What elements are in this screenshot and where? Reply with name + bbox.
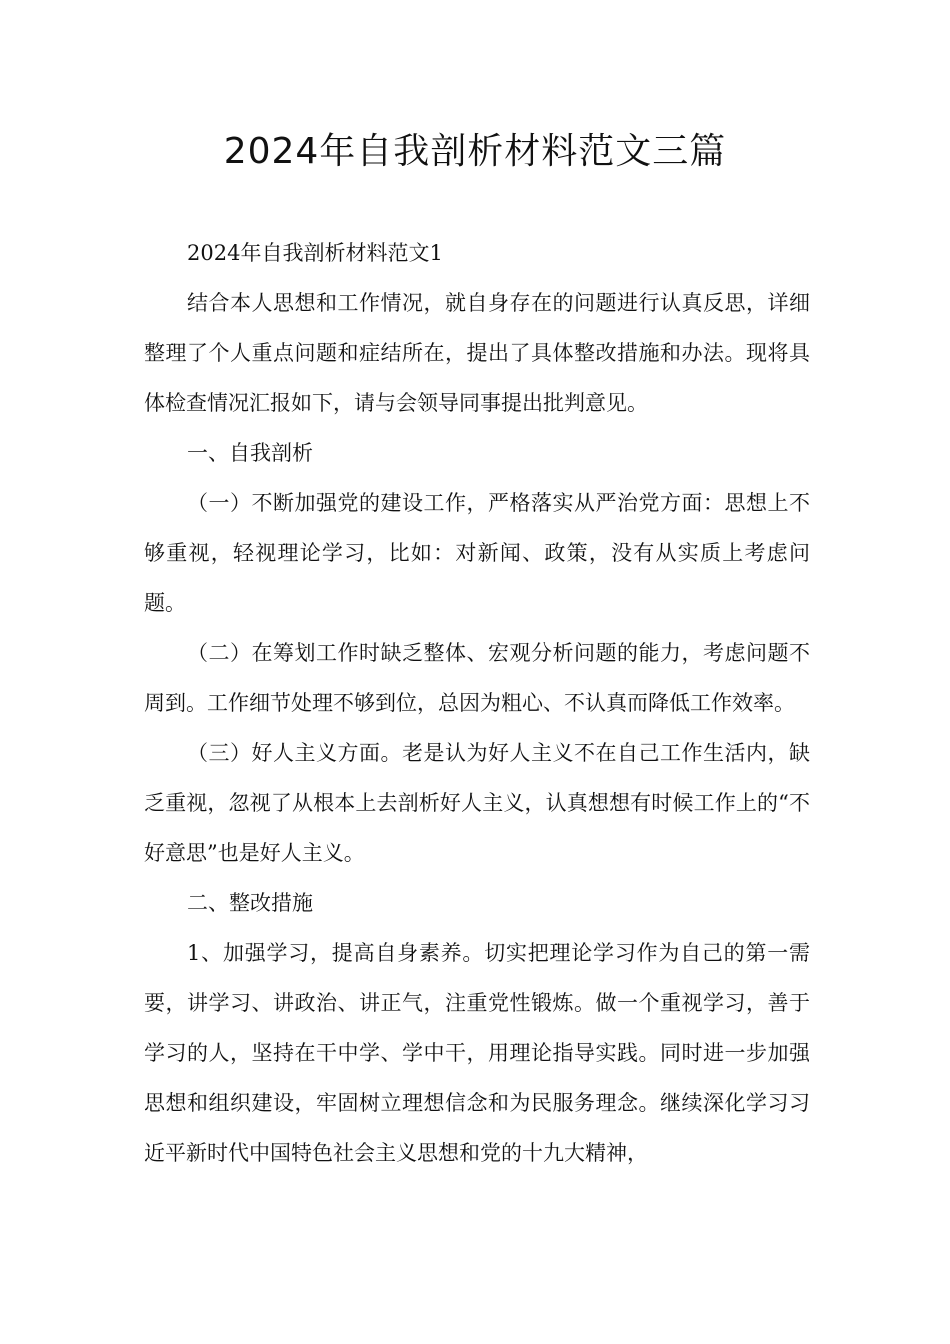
analysis-item-3: （三）好人主义方面。老是认为好人主义不在自己工作生活内，缺乏重视，忽视了从根本上去剖析好人主义，认真想想有时候工作上的“不好意思”也是好人主义。 — [144, 741, 810, 865]
analysis-item-1: （一）不断加强党的建设工作，严格落实从严治党方面：思想上不够重视，轻视理论学习，比如：对新闻、政策，没有从实质上考虑问题。 — [144, 491, 810, 615]
document-title: 2024年自我剖析材料范文三篇 — [223, 131, 727, 172]
intro-paragraph: 结合本人思想和工作情况，就自身存在的问题进行认真反思，详细整理了个人重点问题和症结所在，提出了具体整改措施和办法。现将具体检查情况汇报如下，请与会领导同事提出批判意见。 — [144, 291, 810, 415]
section-label: 2024年自我剖析材料范文1 — [187, 241, 443, 265]
measure-item-1: 1、加强学习，提高自身素养。切实把理论学习作为自己的第一需要，讲学习、讲政治、讲正气，注重党性锻炼。做一个重视学习，善于学习的人，坚持在干中学、学中干，用理论指导实践。同时进一步加强思想和组织建设，牢固树立理想信念和为民服务理念。继续深化学习习近平新时代中国特色社会主义思想和党的十九大精神， — [144, 941, 810, 1165]
section-heading-self-analysis: 一、自我剖析 — [187, 441, 314, 465]
section-heading-rectification: 二、整改措施 — [187, 891, 314, 915]
analysis-item-2: （二）在筹划工作时缺乏整体、宏观分析问题的能力，考虑问题不周到。工作细节处理不够到位，总因为粗心、不认真而降低工作效率。 — [144, 641, 810, 715]
document-body — [144, 228, 810, 1178]
